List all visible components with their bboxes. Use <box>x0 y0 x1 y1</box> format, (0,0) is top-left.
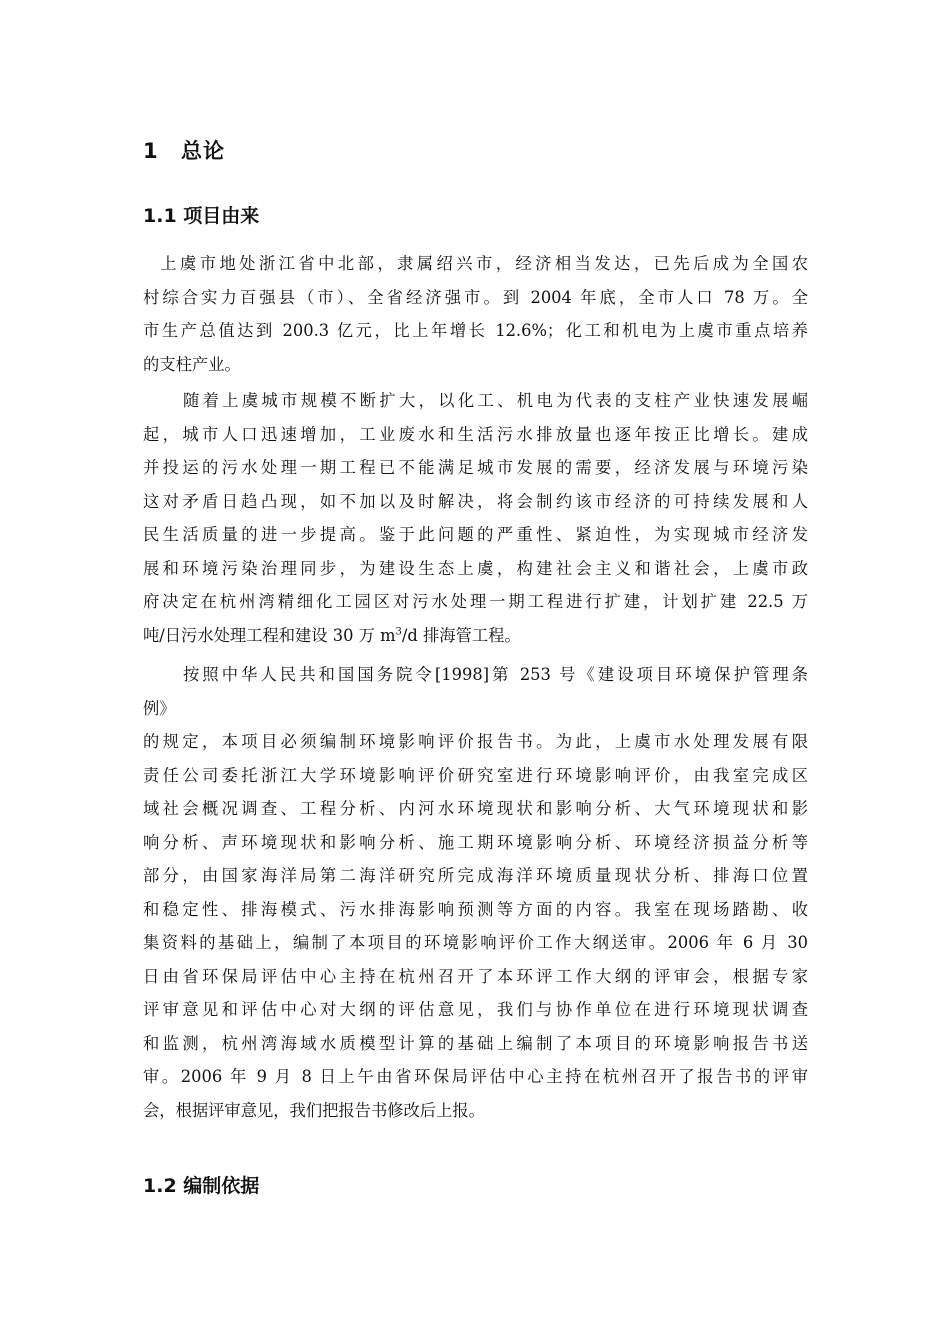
paragraph-line: 部分，由国家海洋局第二海洋研究所完成海洋环境质量现状分析、排海口位置 <box>143 866 808 885</box>
paragraph-line: 响分析、声环境现状和影响分析、施工期环境影响分析、环境经济损益分析等 <box>143 832 808 852</box>
paragraph-text: /d 排海管工程。 <box>401 625 521 645</box>
paragraph-line: 域社会概况调查、工程分析、内河水环境现状和影响分析、大气环境现状和影 <box>143 799 808 818</box>
paragraph-line: 集资料的基础上，编制了本项目的环境影响评价工作大纲送审。2006 年 6 月 30 <box>143 933 808 952</box>
paragraph-line: 评审意见和评估中心对大纲的评估意见，我们与协作单位在进行环境现状调查 <box>143 1000 808 1019</box>
paragraph-line: 会，根据评审意见，我们把报告书修改后上报。 <box>143 1100 485 1120</box>
paragraph-line: 村综合实力百强县（市）、全省经济强市。到 2004 年底，全市人口 78 万。全 <box>143 287 808 307</box>
paragraph-3 <box>143 658 808 1127</box>
paragraph-line: 这对矛盾日趋凸现，如不加以及时解决，将会制约该市经济的可持续发展和人 <box>143 491 808 511</box>
paragraph-line: 例》 <box>143 698 176 718</box>
chapter-number: 1 <box>143 139 159 163</box>
paragraph-line: 和稳定性、排海模式、污水排海影响预测等方面的内容。我室在现场踏勘、收 <box>143 899 808 919</box>
paragraph-line: 市生产总值达到 200.3 亿元，比上年增长 12.6%；化工和机电为上虞市重点培养 <box>143 321 808 340</box>
paragraph-line: 日由省环保局评估中心主持在杭州召开了本环评工作大纲的评审会，根据专家 <box>143 966 808 986</box>
superscript: 3 <box>395 626 402 638</box>
section-heading-1-2: 1.2 编制依据 <box>143 1175 260 1197</box>
paragraph-1 <box>143 247 808 381</box>
chapter-title: 总论 <box>181 139 225 163</box>
paragraph-line: 和监测，杭州湾海域水质模型计算的基础上编制了本项目的环境影响报告书送 <box>143 1033 808 1053</box>
paragraph-line: 按照中华人民共和国国务院令[1998]第 253 号《建设项目环境保护管理条 <box>183 665 808 684</box>
paragraph-line: 上虞市地处浙江省中北部，隶属绍兴市，经济相当发达，已先后成为全国农 <box>143 254 808 273</box>
paragraph-text: 吨/日污水处理工程和建设 30 万 m <box>143 625 396 645</box>
paragraph-2 <box>143 384 808 652</box>
section-heading-1-1: 1.1 项目由来 <box>143 205 260 227</box>
paragraph-line: 并投运的污水处理一期工程已不能满足城市发展的需要，经济发展与环境污染 <box>143 458 808 477</box>
paragraph-line <box>143 619 808 653</box>
paragraph-line: 展和环境污染治理同步，为建设生态上虞，构建社会主义和谐社会，上虞市政 <box>143 558 808 578</box>
paragraph-line: 责任公司委托浙江大学环境影响评价研究室进行环境影响评价，由我室完成区 <box>143 765 808 785</box>
paragraph-line: 起，城市人口迅速增加，工业废水和生活污水排放量也逐年按正比增长。建成 <box>143 424 808 444</box>
paragraph-line: 府决定在杭州湾精细化工园区对污水处理一期工程进行扩建，计划扩建 22.5 万 <box>143 592 808 611</box>
paragraph-line: 的规定，本项目必须编制环境影响评价报告书。为此，上虞市水处理发展有限 <box>143 732 808 751</box>
paragraph-line: 审。2006 年 9 月 8 日上午由省环保局评估中心主持在杭州召开了报告书的评审 <box>143 1067 808 1086</box>
chapter-heading <box>143 135 225 165</box>
paragraph-line: 随着上虞城市规模不断扩大，以化工、机电为代表的支柱产业快速发展崛 <box>183 391 808 410</box>
paragraph-line: 的支柱产业。 <box>143 354 241 374</box>
paragraph-line: 民生活质量的进一步提高。鉴于此问题的严重性、紧迫性，为实现城市经济发 <box>143 525 808 544</box>
